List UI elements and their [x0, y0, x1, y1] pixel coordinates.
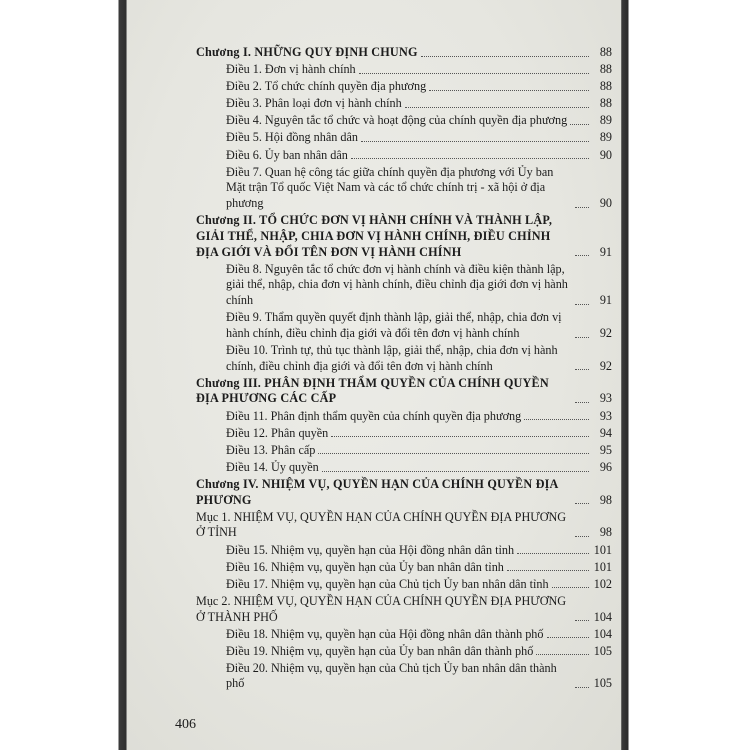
toc-entry-text: Điều 1. Đơn vị hành chính — [226, 62, 356, 77]
toc-page-number: 101 — [593, 559, 612, 574]
dot-leader — [575, 402, 589, 403]
toc-page-number: 95 — [599, 442, 612, 457]
dot-leader — [331, 436, 589, 437]
dot-leader — [322, 471, 589, 472]
toc-page-number: 93 — [599, 408, 612, 423]
toc-page-number: 105 — [593, 643, 612, 658]
toc-page-number: 89 — [599, 113, 612, 128]
toc-page-number: 88 — [599, 96, 612, 111]
toc-entry-text: Điều 2. Tổ chức chính quyền địa phương — [226, 79, 427, 94]
toc-article — [196, 543, 612, 559]
toc-page-number: 98 — [599, 525, 612, 540]
toc-article — [196, 560, 612, 576]
toc-article — [196, 460, 612, 476]
toc-section — [196, 594, 612, 625]
dot-leader — [507, 570, 589, 571]
dot-leader — [318, 453, 589, 454]
toc-article — [196, 426, 612, 442]
toc-chapter — [196, 477, 612, 508]
dot-leader — [575, 369, 589, 370]
dot-leader — [575, 687, 589, 688]
toc-page-number: 88 — [599, 79, 612, 94]
dot-leader — [575, 337, 589, 338]
toc-page-number: 90 — [599, 147, 612, 162]
dot-leader — [552, 587, 589, 588]
toc-article — [196, 644, 612, 660]
dot-leader — [575, 304, 589, 305]
toc-entry-text: Chương III. PHÂN ĐỊNH THẨM QUYỀN CỦA CHÍNH QUYỀN ĐỊA PHƯƠNG CÁC CẤP — [196, 375, 549, 406]
dot-leader — [575, 255, 589, 256]
dot-leader — [575, 503, 589, 504]
toc-page-number: 93 — [599, 391, 612, 406]
toc-entry-text: Chương IV. NHIỆM VỤ, QUYỀN HẠN CỦA CHÍNH QUYỀN ĐỊA PHƯƠNG — [196, 476, 558, 507]
toc-entry-text: Mục 2. NHIỆM VỤ, QUYỀN HẠN CỦA CHÍNH QUYỀN ĐỊA PHƯƠNG Ở THÀNH PHỐ — [196, 593, 567, 624]
toc-article — [196, 627, 612, 643]
toc-article — [196, 661, 612, 692]
toc-page-number: 98 — [599, 492, 612, 507]
toc-page-number: 102 — [593, 576, 612, 591]
toc-article — [196, 262, 612, 309]
toc-section — [196, 510, 612, 541]
toc-entry-text: Chương I. NHỮNG QUY ĐỊNH CHUNG — [196, 45, 418, 59]
toc-entry-text: Điều 20. Nhiệm vụ, quyền hạn của Chủ tịch Ủy ban nhân dân thành phố — [226, 660, 557, 691]
toc-entry-text: Điều 11. Phân định thẩm quyền của chính quyền địa phương — [226, 408, 522, 423]
toc-entry-text: Điều 18. Nhiệm vụ, quyền hạn của Hội đồng nhân dân thành phố — [226, 626, 544, 641]
toc-page-number: 105 — [593, 676, 612, 691]
toc-entry-text: Điều 9. Thẩm quyền quyết định thành lập, giải thể, nhập, chia đơn vị hành chính, điều chỉnh địa giới và đổi tên đơn vị hành chính — [226, 310, 562, 340]
toc-article — [196, 310, 612, 341]
toc-page-number: 89 — [599, 130, 612, 145]
toc-entry-text: Điều 12. Phân quyền — [226, 425, 329, 440]
table-of-contents — [196, 44, 612, 694]
toc-entry-text: Điều 16. Nhiệm vụ, quyền hạn của Ủy ban nhân dân tỉnh — [226, 559, 504, 574]
dot-leader — [570, 124, 589, 125]
toc-page-number: 88 — [599, 62, 612, 77]
toc-page-number: 91 — [599, 244, 612, 259]
toc-entry-text: Điều 4. Nguyên tắc tổ chức và hoạt động của chính quyền địa phương — [226, 113, 568, 128]
dot-leader — [536, 654, 589, 655]
toc-entry-text: Điều 7. Quan hệ công tác giữa chính quyền địa phương với Ủy ban Mặt trận Tổ quốc Việt Nam và các tổ chức chính trị - xã hội ở địa phương — [226, 164, 554, 211]
toc-entry-text: Chương II. TỔ CHỨC ĐƠN VỊ HÀNH CHÍNH VÀ THÀNH LẬP, GIẢI THỂ, NHẬP, CHIA ĐƠN VỊ HÀNH CHÍNH, ĐIỀU CHỈNH ĐỊA GIỚI VÀ ĐỔI TÊN ĐƠN VỊ HÀNH CHÍNH — [196, 213, 553, 259]
toc-entry-text: Mục 1. NHIỆM VỤ, QUYỀN HẠN CỦA CHÍNH QUYỀN ĐỊA PHƯƠNG Ở TỈNH — [196, 509, 567, 540]
toc-article — [196, 96, 612, 112]
toc-article — [196, 130, 612, 146]
toc-chapter — [196, 45, 612, 61]
toc-chapter — [196, 213, 612, 260]
toc-entry-text: Điều 19. Nhiệm vụ, quyền hạn của Ủy ban nhân dân thành phố — [226, 643, 534, 658]
toc-article — [196, 113, 612, 129]
toc-article — [196, 165, 612, 212]
dot-leader — [429, 90, 589, 91]
toc-page-number: 104 — [593, 626, 612, 641]
toc-article — [196, 79, 612, 95]
dot-leader — [421, 56, 589, 57]
dot-leader — [361, 141, 589, 142]
dot-leader — [575, 536, 589, 537]
toc-article — [196, 409, 612, 425]
toc-chapter — [196, 376, 612, 407]
toc-page-number: 101 — [593, 542, 612, 557]
toc-entry-text: Điều 6. Ủy ban nhân dân — [226, 147, 348, 162]
toc-page-number: 96 — [599, 459, 612, 474]
toc-page-number: 91 — [599, 293, 612, 308]
toc-entry-text: Điều 17. Nhiệm vụ, quyền hạn của Chủ tịch Ủy ban nhân dân tỉnh — [226, 576, 549, 591]
toc-page-number: 94 — [599, 425, 612, 440]
dot-leader — [575, 207, 589, 208]
dot-leader — [524, 419, 589, 420]
toc-page-number: 90 — [599, 196, 612, 211]
dot-leader — [405, 107, 589, 108]
dot-leader — [547, 637, 590, 638]
toc-article — [196, 62, 612, 78]
toc-article — [196, 343, 612, 374]
toc-page-number: 92 — [599, 325, 612, 340]
dot-leader — [351, 158, 589, 159]
toc-entry-text: Điều 13. Phân cấp — [226, 442, 316, 457]
toc-article — [196, 577, 612, 593]
toc-article — [196, 148, 612, 164]
toc-entry-text: Điều 15. Nhiệm vụ, quyền hạn của Hội đồng nhân dân tỉnh — [226, 542, 515, 557]
toc-entry-text: Điều 8. Nguyên tắc tổ chức đơn vị hành chính và điều kiện thành lập, giải thể, nhập, chia đơn vị hành chính, điều chỉnh địa giới đơn vị hành chính — [226, 261, 568, 308]
toc-page-number: 104 — [593, 609, 612, 624]
dot-leader — [517, 553, 589, 554]
dot-leader — [575, 620, 589, 621]
toc-entry-text: Điều 14. Ủy quyền — [226, 459, 319, 474]
toc-entry-text: Điều 3. Phân loại đơn vị hành chính — [226, 96, 402, 111]
toc-page-number: 88 — [599, 45, 612, 59]
dot-leader — [359, 73, 589, 74]
toc-entry-text: Điều 10. Trình tự, thủ tục thành lập, giải thể, nhập, chia đơn vị hành chính, điều chỉnh địa giới và đổi tên đơn vị hành chính — [226, 342, 558, 373]
toc-entry-text: Điều 5. Hội đồng nhân dân — [226, 130, 359, 145]
page-number: 406 — [175, 717, 196, 732]
toc-page-number: 92 — [599, 358, 612, 373]
toc-article — [196, 443, 612, 459]
